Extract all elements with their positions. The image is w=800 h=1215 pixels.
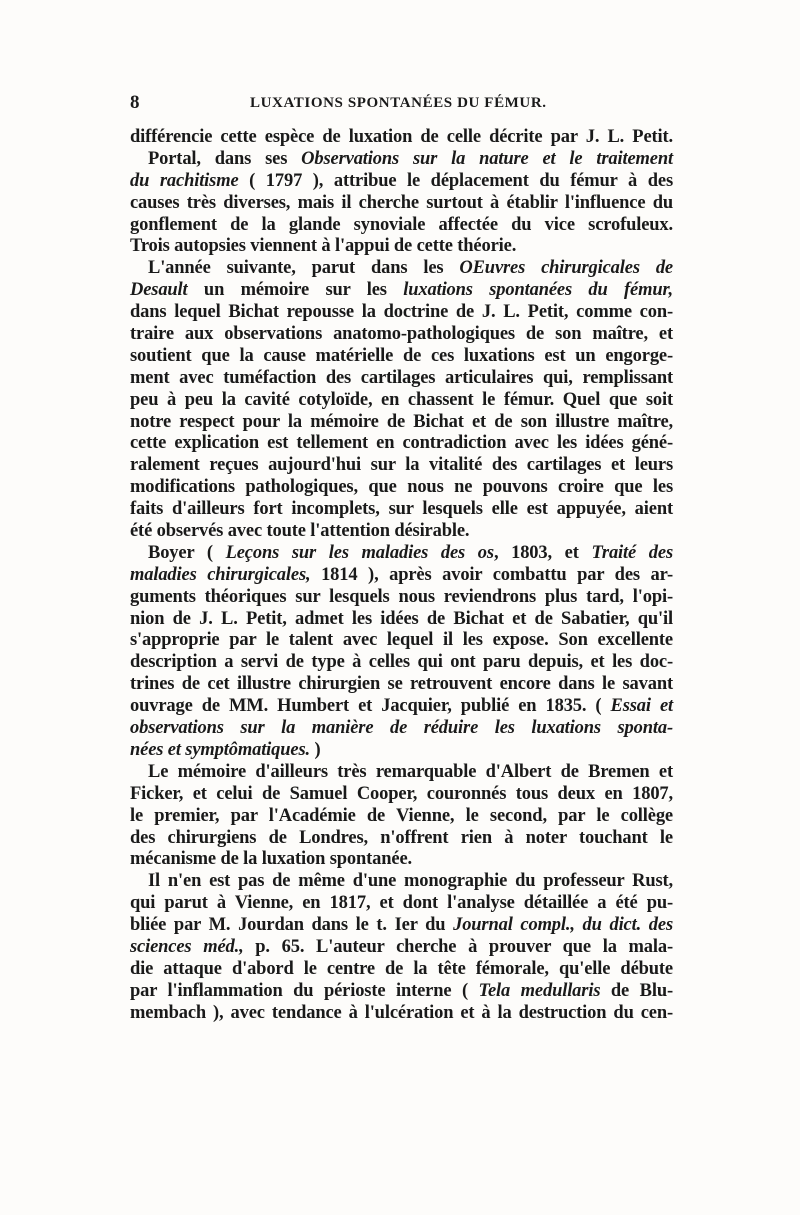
text-run: un mémoire sur les: [187, 280, 404, 301]
text-line: [130, 587, 673, 609]
italic-text: observations sur la manière de réduire les luxations sponta-: [130, 718, 673, 739]
text-line: [130, 149, 673, 171]
text-run: soutient que la cause matérielle de ces luxations est un engorge-: [130, 345, 673, 366]
text-run: ): [310, 739, 321, 760]
text-run: 1814 ), après avoir combattu par des ar-: [310, 564, 673, 585]
text-run: modifications pathologiques, que nous ne pouvons croire que les: [130, 477, 673, 498]
italic-text: Desault: [130, 280, 188, 301]
text-run: le premier, par l'Académie de Vienne, le second, par le collège: [130, 805, 673, 826]
text-run: différencie cette espèce de luxation de celle décrite par J. L. Petit.: [130, 127, 673, 147]
text-line: [130, 324, 673, 346]
text-line: [130, 280, 673, 302]
italic-text: Observations sur la nature et le traitement: [301, 148, 673, 169]
text-run: mécanisme de la luxation spontanée.: [130, 849, 413, 870]
text-run: bliée par M. Jourdan dans le t. Ier du: [130, 915, 454, 936]
text-run: traire aux observations anatomo-pathologiques de son maître, et: [130, 324, 673, 345]
text-run: Le mémoire d'ailleurs très remarquable d'Albert de Bremen et: [148, 761, 673, 782]
text-run: causes très diverses, mais il cherche surtout à établir l'influence du: [130, 192, 673, 213]
text-run: ment avec tuméfaction des cartilages articulaires qui, remplissant: [130, 367, 673, 388]
text-run: p. 65. L'auteur cherche à prouver que la mala-: [243, 936, 673, 957]
text-run: peu à peu la cavité cotyloïde, en chassent le fémur. Quel que soit: [130, 389, 673, 410]
text-line: [130, 609, 673, 631]
text-line: [130, 565, 673, 587]
text-run: description a servi de type à celles qui ont paru depuis, et les doc-: [130, 652, 673, 673]
text-line: [130, 740, 673, 762]
text-run: des chirurgiens de Londres, n'offrent rien à noter touchant le: [130, 827, 673, 848]
text-run: nion de J. L. Petit, admet les idées de Bichat et de Sabatier, qu'il: [130, 608, 673, 629]
text-run: Boyer (: [148, 542, 226, 563]
text-run: ( 1797 ), attribue le déplacement du fémur à des: [238, 170, 673, 191]
text-line: [130, 171, 673, 193]
text-line: [130, 806, 673, 828]
text-run: Il n'en est pas de même d'une monographie du professeur Rust,: [148, 871, 673, 892]
italic-text: Traité des: [591, 542, 673, 563]
text-line: [130, 959, 673, 981]
text-run: de Blu-: [600, 980, 673, 1001]
text-line: [130, 433, 673, 455]
text-run: notre respect pour la mémoire de Bichat et de son illustre maître,: [130, 411, 673, 432]
text-run: Ficker, et celui de Samuel Cooper, couronnés tous deux en 1807,: [130, 783, 673, 804]
text-run: par l'inflammation du périoste interne (: [130, 980, 479, 1001]
text-line: [130, 127, 673, 149]
text-run: ralement reçues aujourd'hui sur la vitalité des cartilages et leurs: [130, 455, 673, 476]
page-number: 8: [130, 92, 140, 113]
italic-text: Leçons sur les maladies des os: [225, 542, 494, 563]
text-run: trines de cet illustre chirurgien se retrouvent encore dans le savant: [130, 674, 673, 695]
text-line: [130, 828, 673, 850]
text-line: [130, 215, 673, 237]
text-line: [130, 871, 673, 893]
text-line: [130, 1003, 673, 1025]
running-title: LUXATIONS SPONTANÉES DU FÉMUR.: [250, 95, 547, 111]
text-run: gonflement de la glande synoviale affectée du vice scrofuleux.: [130, 214, 673, 235]
italic-text: Essai et: [610, 696, 674, 717]
text-run: L'année suivante, parut dans les: [148, 258, 460, 279]
page-header: [130, 92, 673, 122]
text-line: [130, 674, 673, 696]
body-text: [130, 127, 673, 1025]
text-run: die attaque d'abord le centre de la tête fémorale, qu'elle débute: [130, 958, 673, 979]
text-line: [130, 412, 673, 434]
italic-text: nées et symptômatiques.: [130, 739, 310, 760]
text-line: [130, 981, 673, 1003]
italic-text: OEuvres chirurgicales de: [459, 258, 673, 279]
italic-text: Tela medullaris: [478, 980, 601, 1001]
italic-text: du rachitisme: [130, 170, 239, 191]
italic-text: Journal compl., du dict. des: [453, 915, 673, 936]
text-run: Trois autopsies viennent à l'appui de cette théorie.: [130, 236, 517, 257]
italic-text: sciences méd.,: [130, 936, 244, 957]
text-line: [130, 849, 673, 871]
text-line: [130, 893, 673, 915]
text-line: [130, 302, 673, 324]
text-run: ouvrage de MM. Humbert et Jacquier, publié en 1835. (: [130, 696, 611, 717]
text-line: [130, 718, 673, 740]
text-run: Portal, dans ses: [148, 148, 302, 169]
text-line: [130, 193, 673, 215]
text-line: [130, 258, 673, 280]
text-line: [130, 455, 673, 477]
text-run: s'approprie par le talent avec lequel il les expose. Son excellente: [130, 630, 673, 651]
text-line: [130, 652, 673, 674]
text-run: dans lequel Bichat repousse la doctrine de J. L. Petit, comme con-: [130, 302, 673, 323]
italic-text: luxations spontanées du fémur,: [403, 280, 673, 301]
text-run: qui parut à Vienne, en 1817, et dont l'analyse détaillée a été pu-: [130, 893, 673, 914]
text-line: [130, 521, 673, 543]
text-line: [130, 346, 673, 368]
italic-text: maladies chirurgicales,: [130, 564, 311, 585]
text-line: [130, 784, 673, 806]
text-line: [130, 368, 673, 390]
text-line: [130, 762, 673, 784]
text-line: [130, 477, 673, 499]
text-line: [130, 915, 673, 937]
text-line: [130, 499, 673, 521]
text-line: [130, 696, 673, 718]
text-run: guments théoriques sur lesquels nous reviendrons plus tard, l'opi-: [130, 586, 673, 607]
text-line: [130, 236, 673, 258]
text-run: , 1803, et: [493, 542, 592, 563]
text-run: faits d'ailleurs fort incomplets, sur lesquels elle est appuyée, aient: [130, 499, 673, 520]
text-line: [130, 390, 673, 412]
text-run: membach ), avec tendance à l'ulcération et à la destruction du cen-: [130, 1002, 673, 1023]
text-line: [130, 630, 673, 652]
text-run: été observés avec toute l'attention désirable.: [130, 521, 470, 542]
text-line: [130, 937, 673, 959]
text-line: [130, 543, 673, 565]
text-run: cette explication est tellement en contradiction avec les idées géné-: [130, 433, 673, 454]
